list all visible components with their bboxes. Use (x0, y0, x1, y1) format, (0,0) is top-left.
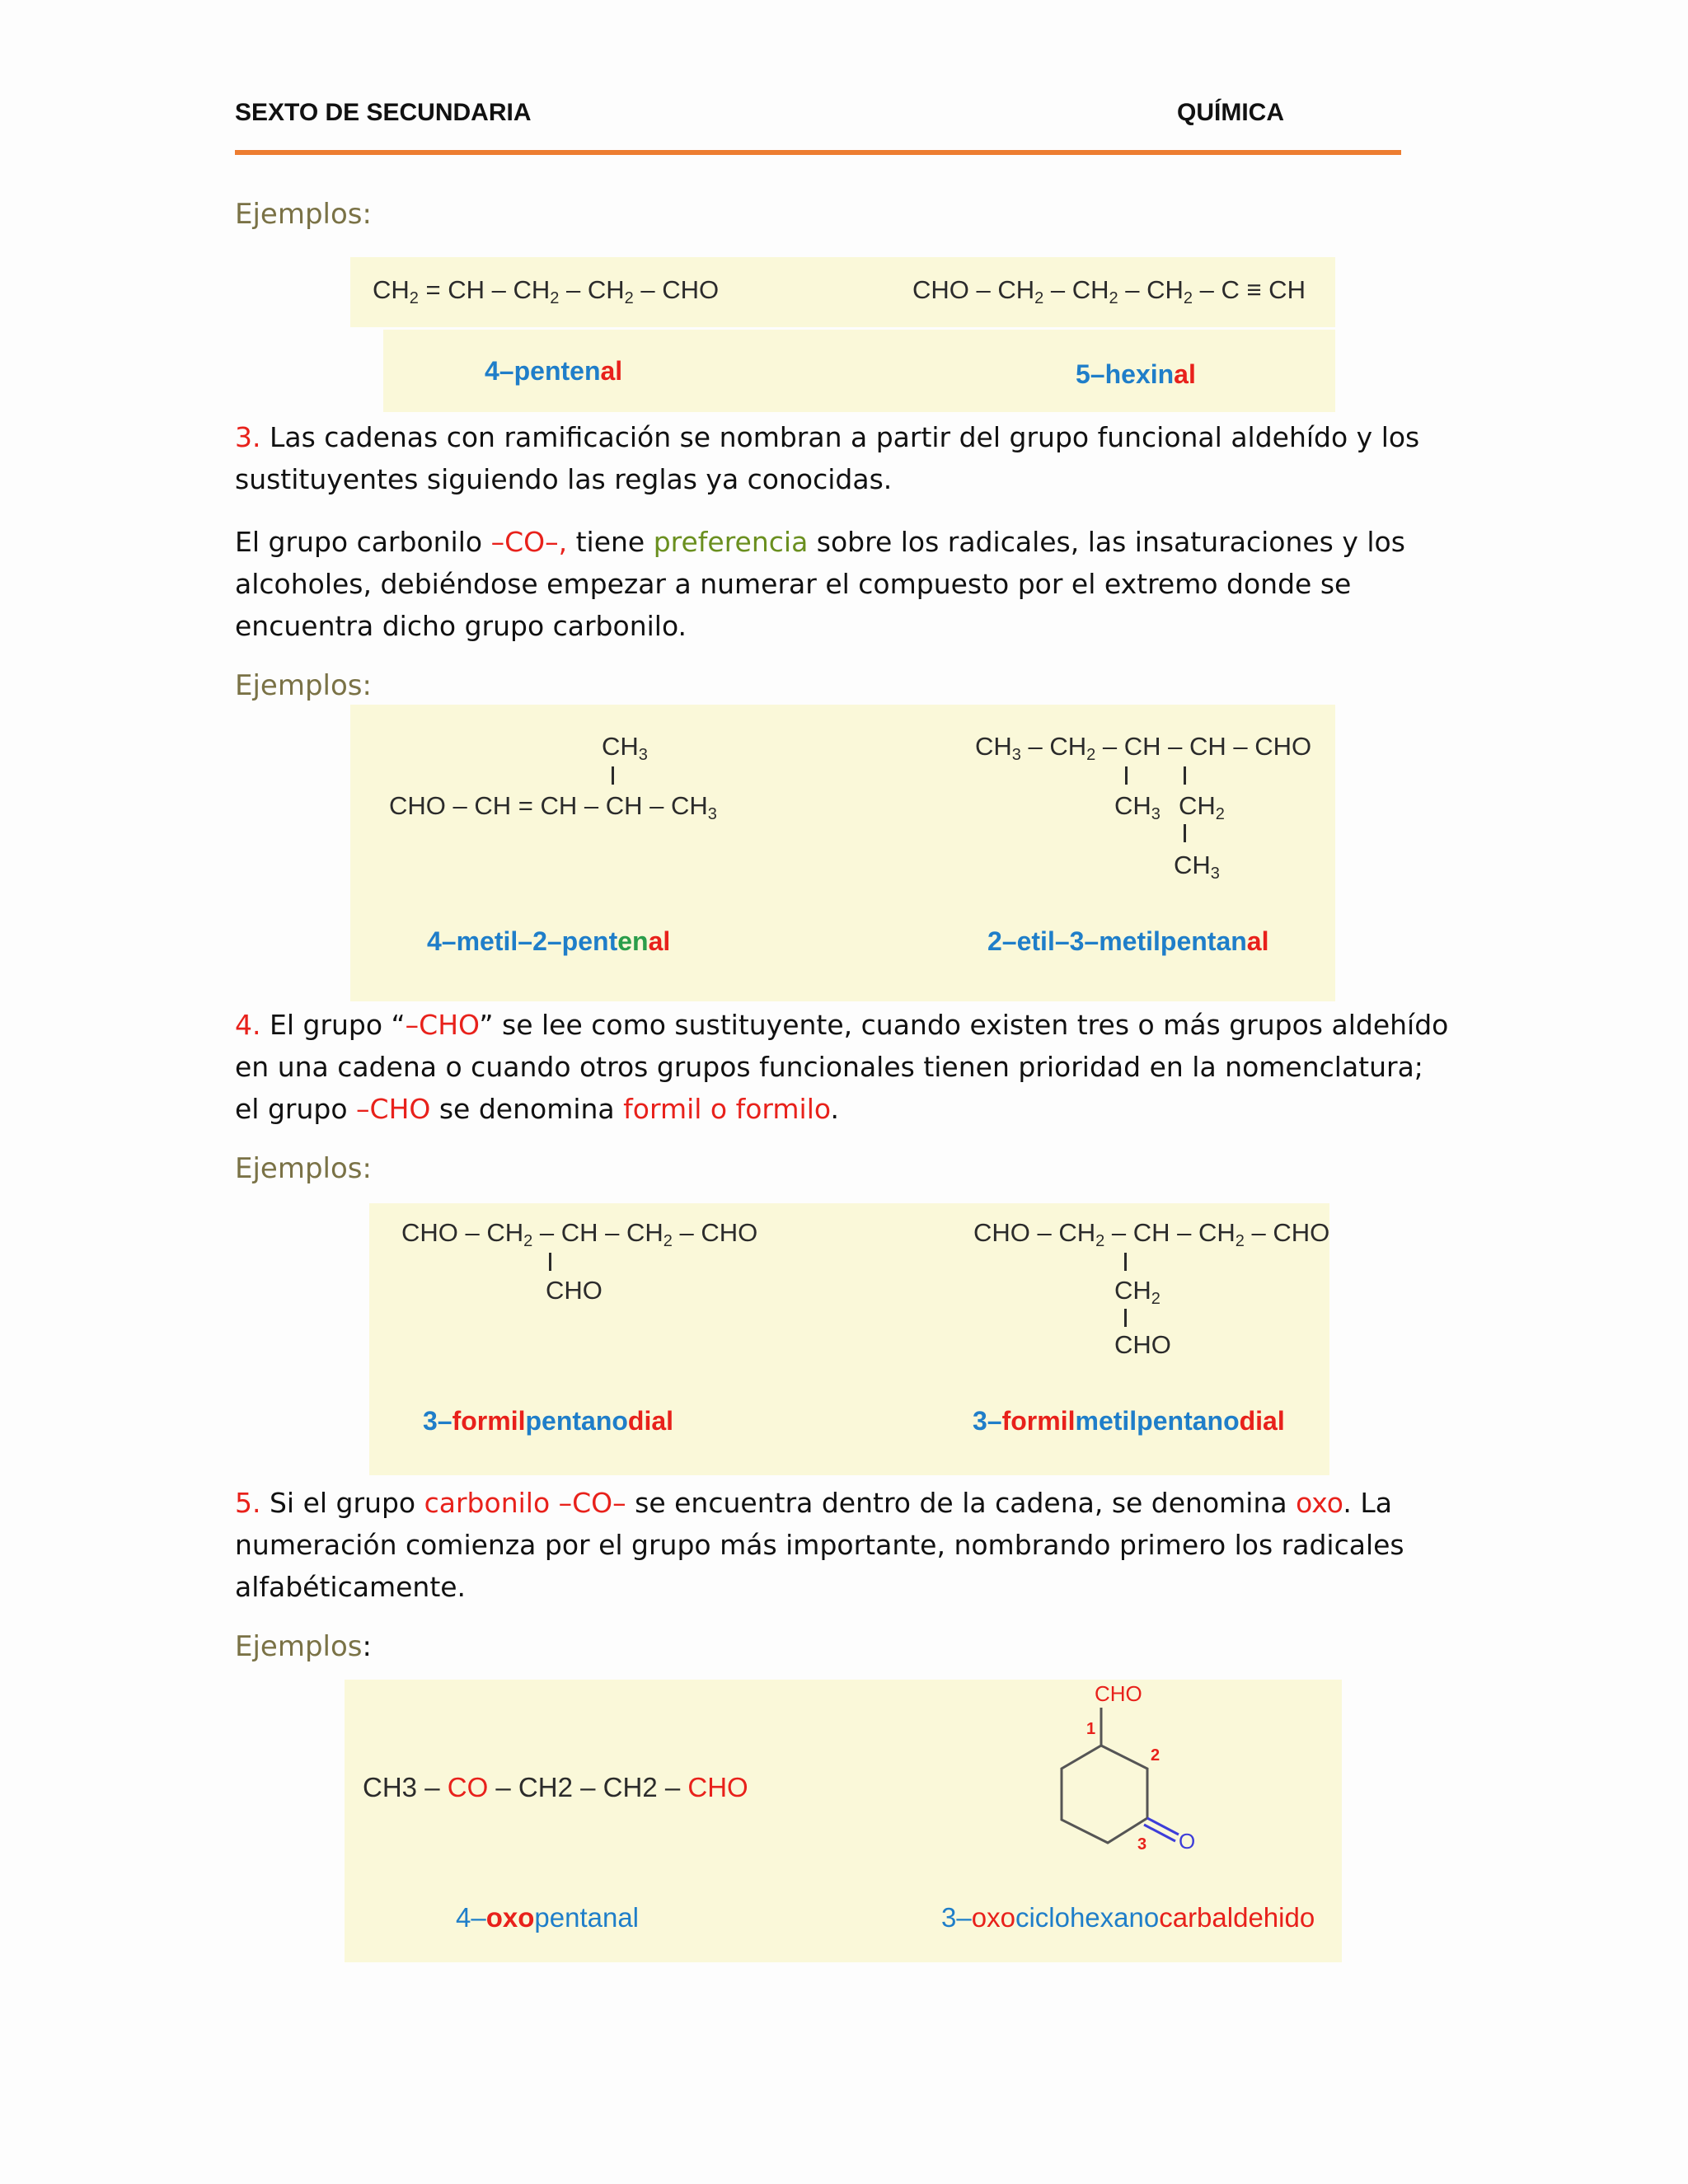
name-hexinal: 5–hexinal (1076, 359, 1196, 389)
formula-branch-ethyl-end: $CH_3$ (1174, 851, 1220, 883)
formula-branch-methyl: $CH_3$ (1114, 791, 1160, 823)
ring-o-label: O (1179, 1829, 1196, 1854)
name-formilmetilpentanodial: 3–formilmetilpentanodial (973, 1406, 1285, 1436)
name-oxopentanal: 4–oxopentanal (456, 1902, 640, 1933)
paragraph-4: 4. El grupo “–CHO” se lee como sustituyente, cuando existen tres o más grupos aldehído en una cadena o cuando otros grupos funcionales tienen prioridad en la nomenclatura; el grupo –CHO se denomina formil o formilo. (235, 1009, 1449, 1125)
formula-oxopentanal: CH3 – CO – CH2 – CH2 – CHO (363, 1772, 748, 1802)
ring-number-3: 3 (1137, 1835, 1147, 1854)
cyclohexanone-ring-diagram (1047, 1673, 1212, 1863)
header-divider (235, 150, 1401, 155)
bond-line (1184, 824, 1186, 842)
formula-formyl-branch: CHO (546, 1276, 603, 1305)
formula-methylene-branch: $CH_2$ (1114, 1276, 1160, 1308)
paragraph-5: 5. Si el grupo carbonilo –CO– se encuentra dentro de la cadena, se denomina oxo. La numeración comienza por el grupo más importante, nombrando primero los radicales alfabéticamente. (235, 1487, 1404, 1603)
paragraph-3b: El grupo carbonilo –CO–, tiene preferencia sobre los radicales, las insaturaciones y los alcoholes, debiéndose empezar a numerar el compuesto por el extremo donde se encuentra dicho grupo carbonilo. (235, 526, 1405, 642)
paragraph-3: 3. Las cadenas con ramificación se nombran a partir del grupo funcional aldehído y los sustituyentes siguiendo las reglas ya conocidas. (235, 421, 1420, 495)
bond-line (1124, 1253, 1127, 1271)
formula-formilpentanodial: CHO – $CH_2$ – CH – $CH_2$ – CHO (401, 1218, 758, 1250)
formula-branch-ethyl: $CH_2$ (1179, 791, 1225, 823)
formula-metilpentenal-branch: $CH_3$ (602, 732, 648, 764)
formula-hexinal: CHO – $CH_2 - CH_2 - CH_2$ – C ≡ CH (912, 275, 1306, 307)
examples-label: Ejemplos: (235, 1630, 372, 1663)
bond-line (549, 1253, 551, 1271)
name-metilpentenal: 4–metil–2–pentenal (427, 926, 671, 956)
formula-formilmetilpentanodial: CHO – $CH_2$ – CH – $CH_2$ – CHO (973, 1218, 1330, 1250)
formula-etilmetilpentanal: $CH_3 - CH_2$ – CH – CH – CHO (975, 732, 1312, 764)
examples-label: Ejemplos: (235, 198, 372, 231)
formula-metilpentenal: CHO – CH = CH – CH – $CH_3$ (389, 791, 717, 823)
header-subject: QUÍMICA (1177, 99, 1284, 126)
bond-line (1184, 766, 1186, 785)
name-etilmetilpentanal: 2–etil–3–metilpentanal (987, 926, 1269, 956)
name-pentenal: 4–pentenal (485, 356, 623, 386)
header-course: SEXTO DE SECUNDARIA (235, 99, 532, 126)
bond-line (1125, 766, 1128, 785)
formula-pentenal: $CH_2$ = CH – $CH_2 - CH_2$ – CHO (373, 275, 720, 307)
formula-formyl-branch-2: CHO (1114, 1330, 1171, 1359)
name-oxociclohexanocarbaldehido: 3–oxociclohexanocarbaldehido (941, 1902, 1315, 1933)
name-formilpentanodial: 3–formilpentanodial (423, 1406, 674, 1436)
examples-label: Ejemplos: (235, 669, 372, 702)
ring-number-1: 1 (1086, 1720, 1096, 1738)
examples-label: Ejemplos: (235, 1152, 372, 1185)
bond-line (1124, 1309, 1127, 1327)
ring-number-2: 2 (1151, 1746, 1160, 1765)
ring-cho-label: CHO (1095, 1681, 1142, 1706)
bond-line (612, 766, 614, 785)
